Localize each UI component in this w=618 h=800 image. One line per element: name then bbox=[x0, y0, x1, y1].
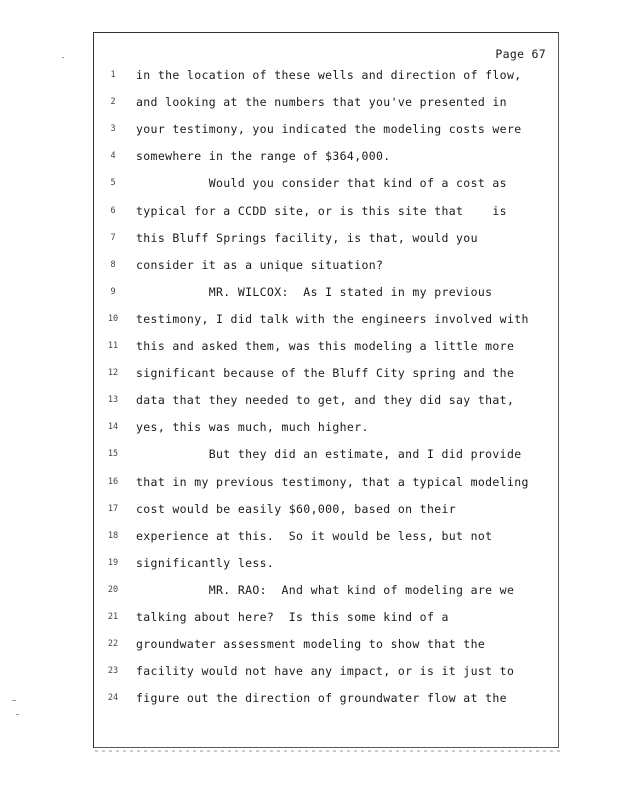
scan-artifact bbox=[12, 700, 16, 701]
line-number: 11 bbox=[107, 341, 119, 351]
line-number: 8 bbox=[110, 259, 116, 270]
transcript-line bbox=[94, 65, 558, 85]
line-number: 15 bbox=[107, 449, 119, 460]
transcript-line bbox=[94, 309, 558, 329]
line-number: 20 bbox=[107, 584, 119, 595]
transcript-line bbox=[94, 688, 558, 708]
line-text: that in my previous testimony, that a typical modeling bbox=[136, 474, 529, 489]
line-text: cost would be easily $60,000, based on their bbox=[136, 501, 457, 516]
transcript-line bbox=[94, 119, 558, 139]
line-text: and looking at the numbers that you've presented in bbox=[136, 95, 507, 110]
line-text: in the location of these wells and direction of flow, bbox=[136, 68, 522, 82]
transcript-line bbox=[94, 146, 558, 166]
line-text: significant because of the Bluff City spring and the bbox=[136, 366, 515, 381]
transcript-line bbox=[94, 553, 558, 573]
line-text: this and asked them, was this modeling a little more bbox=[136, 339, 515, 353]
transcript-line bbox=[94, 607, 558, 627]
line-number: 14 bbox=[107, 422, 119, 433]
transcript-line bbox=[94, 472, 558, 492]
line-number: 23 bbox=[107, 666, 119, 677]
line-number: 9 bbox=[110, 286, 116, 297]
line-text: experience at this. So it would be less, but not bbox=[136, 528, 493, 543]
scan-artifact bbox=[95, 750, 560, 752]
transcript-line bbox=[94, 390, 558, 410]
transcript-line bbox=[94, 255, 558, 275]
transcript-line bbox=[94, 282, 558, 302]
line-number: 24 bbox=[107, 693, 119, 704]
line-text: typical for a CCDD site, or is this site that is bbox=[136, 203, 507, 218]
line-number: 6 bbox=[110, 205, 116, 216]
transcript-line bbox=[94, 634, 558, 654]
line-text: MR. WILCOX: As I stated in my previous bbox=[136, 284, 493, 299]
page-number: Page 67 bbox=[495, 47, 546, 61]
transcript-line bbox=[94, 580, 558, 600]
line-number: 2 bbox=[110, 97, 116, 108]
line-text: Would you consider that kind of a cost as bbox=[136, 176, 507, 191]
transcript-line bbox=[94, 363, 558, 383]
line-number: 10 bbox=[107, 313, 119, 324]
line-text: significantly less. bbox=[136, 555, 275, 570]
line-number: 12 bbox=[107, 368, 119, 379]
line-number: 22 bbox=[107, 639, 119, 650]
transcript-page bbox=[93, 32, 559, 748]
transcript-line bbox=[94, 444, 558, 464]
line-number: 19 bbox=[107, 557, 119, 568]
line-number: 5 bbox=[110, 178, 116, 189]
line-number: 7 bbox=[110, 232, 116, 243]
line-text: figure out the direction of groundwater flow at the bbox=[136, 691, 507, 706]
line-number: 21 bbox=[107, 612, 119, 622]
line-text: facility would not have any impact, or is it just to bbox=[136, 664, 515, 679]
line-number: 17 bbox=[107, 503, 119, 514]
line-number: 16 bbox=[107, 476, 119, 487]
scan-artifact bbox=[62, 57, 64, 58]
transcript-line bbox=[94, 336, 558, 356]
line-text: data that they needed to get, and they did say that, bbox=[136, 393, 515, 408]
line-text: MR. RAO: And what kind of modeling are we bbox=[136, 582, 515, 597]
line-text: somewhere in the range of $364,000. bbox=[136, 149, 391, 164]
line-number: 4 bbox=[110, 151, 116, 162]
line-text: testimony, I did talk with the engineers involved with bbox=[136, 311, 529, 326]
line-number: 13 bbox=[107, 395, 119, 406]
transcript-line bbox=[94, 201, 558, 221]
line-text: yes, this was much, much higher. bbox=[136, 420, 369, 435]
line-text: your testimony, you indicated the modeling costs were bbox=[136, 122, 522, 137]
line-number: 18 bbox=[107, 530, 119, 541]
scan-artifact bbox=[16, 714, 19, 715]
line-number: 3 bbox=[110, 124, 116, 135]
transcript-line bbox=[94, 661, 558, 681]
line-text: groundwater assessment modeling to show that the bbox=[136, 637, 486, 652]
transcript-line bbox=[94, 499, 558, 519]
transcript-line bbox=[94, 92, 558, 112]
line-text: talking about here? Is this some kind of a bbox=[136, 610, 449, 624]
line-text: this Bluff Springs facility, is that, would you bbox=[136, 230, 478, 245]
line-text: But they did an estimate, and I did provide bbox=[136, 447, 522, 462]
transcript-line bbox=[94, 228, 558, 248]
transcript-line bbox=[94, 417, 558, 437]
line-text: consider it as a unique situation? bbox=[136, 257, 384, 272]
line-number: 1 bbox=[110, 70, 116, 80]
transcript-line bbox=[94, 526, 558, 546]
transcript-line bbox=[94, 173, 558, 193]
